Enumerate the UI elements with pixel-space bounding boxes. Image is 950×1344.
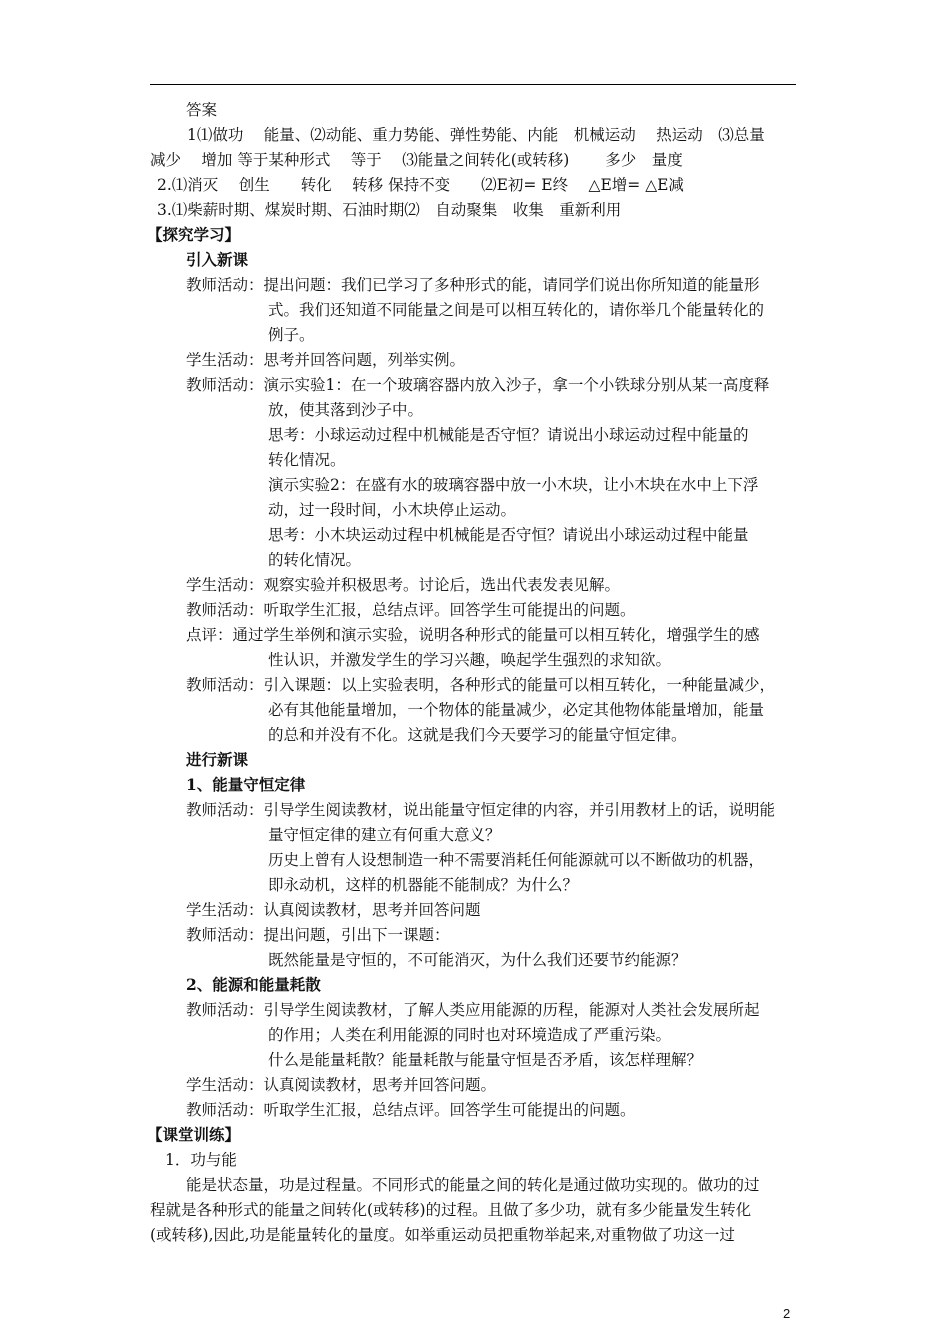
subheading-intro: 引入新课 xyxy=(186,250,249,269)
page-number: 2 xyxy=(783,1306,791,1321)
paragraph-line: 动，过一段时间，小木块停止运动。 xyxy=(268,501,517,519)
paragraph-line: 教师活动：听取学生汇报，总结点评。回答学生可能提出的问题。 xyxy=(186,601,636,619)
paragraph-line: 思考：小木块运动过程中机械能是否守恒？请说出小球运动过程中能量 xyxy=(268,526,749,544)
paragraph-line: 放，使其落到沙子中。 xyxy=(268,401,424,419)
paragraph-line: 学生活动：认真阅读教材，思考并回答问题 xyxy=(186,901,481,919)
paragraph-line: 即永动机，这样的机器能不能制成？为什么？ xyxy=(268,876,579,894)
answer-line-2: 减少 增加 等于某种形式 等于 ⑶能量之间转化(或转移) 多少 量度 xyxy=(150,151,683,169)
subheading-energy-conservation: 1、能量守恒定律 xyxy=(186,775,306,794)
paragraph-line: 既然能量是守恒的，不可能消灭，为什么我们还要节约能源？ xyxy=(268,951,687,969)
paragraph-line: 点评：通过学生举例和演示实验，说明各种形式的能量可以相互转化，增强学生的感 xyxy=(186,626,760,644)
paragraph-line: 教师活动：引导学生阅读教材，说出能量守恒定律的内容，并引用教材上的话，说明能 xyxy=(186,801,776,819)
answer-line-4: 3.⑴柴薪时期、煤炭时期、石油时期⑵ 自动聚集 收集 重新利用 xyxy=(157,201,622,219)
answer-line-1: 1⑴做功 能量、⑵动能、重力势能、弹性势能、内能 机械运动 热运动 ⑶总量 xyxy=(187,126,765,144)
section-heading-explore: 【探究学习】 xyxy=(147,225,241,244)
paragraph-line: 量守恒定律的建立有何重大意义？ xyxy=(268,826,501,844)
paragraph-line: (或转移),因此,功是能量转化的量度。如举重运动员把重物举起来,对重物做了功这一过 xyxy=(150,1226,735,1244)
paragraph-line: 转化情况。 xyxy=(268,451,346,469)
paragraph-line: 学生活动：观察实验并积极思考。讨论后，选出代表发表见解。 xyxy=(186,576,621,594)
paragraph-line: 思考：小球运动过程中机械能是否守恒？请说出小球运动过程中能量的 xyxy=(268,426,749,444)
paragraph-line: 历史上曾有人设想制造一种不需要消耗任何能源就可以不断做功的机器， xyxy=(268,851,765,869)
paragraph-line: 能是状态量，功是过程量。不同形式的能量之间的转化是通过做功实现的。做功的过 xyxy=(186,1176,760,1194)
paragraph-line: 教师活动：引入课题：以上实验表明，各种形式的能量可以相互转化，一种能量减少， xyxy=(186,676,776,694)
training-item-title: 1．功与能 xyxy=(165,1151,237,1169)
paragraph-line: 演示实验2：在盛有水的玻璃容器中放一小木块，让小木块在水中上下浮 xyxy=(268,476,759,494)
paragraph-line: 性认识，并激发学生的学习兴趣，唤起学生强烈的求知欲。 xyxy=(268,651,672,669)
answers-title: 答案 xyxy=(186,101,218,119)
paragraph-line: 教师活动：提出问题：我们已学习了多种形式的能，请同学们说出你所知道的能量形 xyxy=(186,276,760,294)
paragraph-line: 程就是各种形式的能量之间转化(或转移)的过程。且做了多少功，就有多少能量发生转化 xyxy=(150,1201,752,1219)
paragraph-line: 的作用；人类在利用能源的同时也对环境造成了严重污染。 xyxy=(268,1026,672,1044)
answer-line-3: 2.⑴消灭 创生 转化 转移 保持不变 ⑵E初= E终 △E增= △E减 xyxy=(157,176,684,194)
paragraph-line: 教师活动：提出问题，引出下一课题： xyxy=(186,926,450,944)
paragraph-line: 式。我们还知道不同能量之间是可以相互转化的，请你举几个能量转化的 xyxy=(268,301,765,319)
section-heading-training: 【课堂训练】 xyxy=(147,1125,241,1144)
header-rule xyxy=(150,84,796,85)
paragraph-line: 学生活动：认真阅读教材，思考并回答问题。 xyxy=(186,1076,497,1094)
paragraph-line: 必有其他能量增加，一个物体的能量减少，必定其他物体能量增加，能量 xyxy=(268,701,765,719)
paragraph-line: 教师活动：听取学生汇报，总结点评。回答学生可能提出的问题。 xyxy=(186,1101,636,1119)
paragraph-line: 的总和并没有不化。这就是我们今天要学习的能量守恒定律。 xyxy=(268,726,687,744)
paragraph-line: 什么是能量耗散？能量耗散与能量守恒是否矛盾，该怎样理解？ xyxy=(268,1051,703,1069)
paragraph-line: 例子。 xyxy=(268,326,315,344)
paragraph-line: 的转化情况。 xyxy=(268,551,362,569)
paragraph-line: 教师活动：引导学生阅读教材，了解人类应用能源的历程，能源对人类社会发展所起 xyxy=(186,1001,760,1019)
paragraph-line: 学生活动：思考并回答问题，列举实例。 xyxy=(186,351,466,369)
subheading-energy-dissipation: 2、能源和能量耗散 xyxy=(186,975,321,994)
subheading-new-lesson: 进行新课 xyxy=(186,750,249,769)
paragraph-line: 教师活动：演示实验1：在一个玻璃容器内放入沙子，拿一个小铁球分别从某一高度释 xyxy=(186,376,770,394)
